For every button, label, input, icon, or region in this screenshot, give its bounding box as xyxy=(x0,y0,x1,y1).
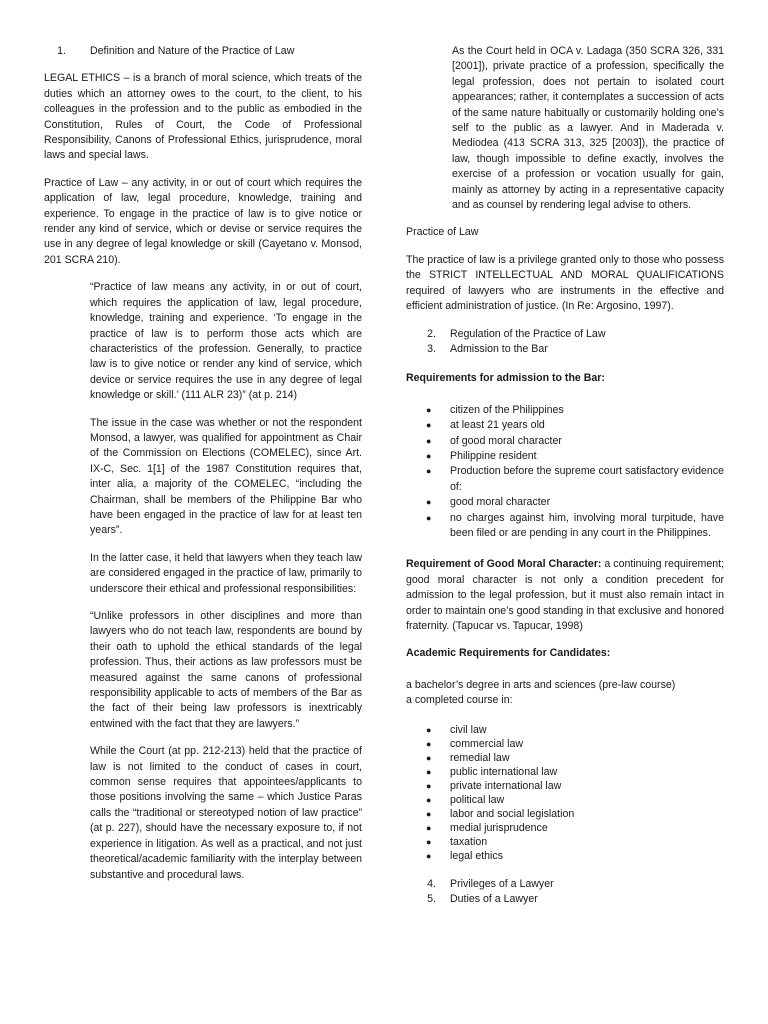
list-item: ● political law xyxy=(406,793,724,807)
bullet-icon: ● xyxy=(426,752,432,763)
list-item: ● Production before the supreme court satisfactory evidence of: xyxy=(406,464,724,495)
list-item: ● public international law xyxy=(406,765,724,779)
oca-paragraph: As the Court held in OCA v. Ladaga (350 SCRA 326, 331 [2001]), private practice of a profession, specifically the legal profession, does not pertain to isolated court appearances; rather, it contemplates a succession of acts of the same nature habitually or customarily holding one’s self to the public as a lawyer. And in Maderada v. Mediodea (413 SCRA 313, 325 [2003]), the practice of law, though impossible to define exactly, involves the exercise of a profession or vocation usually for gain, mainly as attorney by acting in a representative capacity and as counsel by rendering legal advise to others. xyxy=(452,45,724,212)
bullet-icon: ● xyxy=(426,450,432,461)
section-title: Admission to the Bar xyxy=(450,342,548,355)
academic-line-2: a completed course in: xyxy=(406,694,513,707)
requirements-heading: Requirements for admission to the Bar: xyxy=(406,372,605,385)
list-item: ● no charges against him, involving moral turpitude, have been filed or are pending in any court in the Philippines. xyxy=(406,511,724,542)
left-column xyxy=(44,44,362,895)
list-item: ● civil law xyxy=(406,723,724,737)
list-item: ● Philippine resident xyxy=(406,449,724,464)
section-heading-5 xyxy=(422,892,724,907)
bullet-icon: ● xyxy=(426,512,432,523)
practice-of-law-paragraph: Practice of Law – any activity, in or out of court which requires the application of law, legal procedure, knowledge, training and experience. To engage in the practice of law is to give notice or render any kind of service, which or devise or service requires the use in any degree of legal knowledge or skill (Cayetano v. Monsod, 201 SCRA 210). xyxy=(44,176,362,266)
bullet-icon: ● xyxy=(426,420,432,431)
list-item: ● commercial law xyxy=(406,737,724,751)
courses-list xyxy=(406,723,724,863)
requirements-list xyxy=(406,403,724,542)
section-number: 2. xyxy=(427,327,436,340)
list-item: ● of good moral character xyxy=(406,434,724,449)
bullet-icon: ● xyxy=(426,724,432,735)
section-number: 3. xyxy=(427,342,436,355)
section-number: 1. xyxy=(57,45,66,57)
list-item: ● taxation xyxy=(406,835,724,849)
good-moral-character-text: a continuing requirement; good moral character is not only a condition precedent for admission to the legal profession, but it must also remain intact in order to maintain one’s good standing in that exclusive and honored fraternity. (Tapucar vs. Tapucar, 1998) xyxy=(406,558,724,632)
section-heading-4 xyxy=(422,877,724,892)
section-number: 5. xyxy=(427,893,436,906)
bullet-icon: ● xyxy=(426,836,432,847)
privilege-paragraph: The practice of law is a privilege granted only to those who possess the STRICT INTELLECTUAL AND MORAL QUALIFICATIONS required of lawyers who are instruments in the effective and efficient administration of justice. (In Re: Argosino, 1997). xyxy=(406,253,724,313)
list-item: ● citizen of the Philippines xyxy=(406,403,724,418)
section-heading-2 xyxy=(422,327,724,342)
bullet-icon: ● xyxy=(426,738,432,749)
bullet-icon: ● xyxy=(426,404,432,415)
section-title: Duties of a Lawyer xyxy=(450,893,538,906)
section-list-a xyxy=(422,327,724,358)
list-item: ● medial jurisprudence xyxy=(406,821,724,835)
section-title: Definition and Nature of the Practice of Law xyxy=(90,45,295,57)
latter-case-paragraph: In the latter case, it held that lawyers when they teach law are considered engaged in the practice of law, primarily to underscore their ethical and professional responsibilities: xyxy=(90,551,362,595)
academic-heading: Academic Requirements for Candidates: xyxy=(406,647,611,660)
quote-paragraph-1: “Practice of law means any activity, in or out of court, which requires the application of law, legal procedure, knowledge, training and experience. ‘To engage in the practice of law is to perform those acts which are characteristics of the profession. Generally, to practice law is to give notice or render any kind of service, which device or service requires the use in any degree of legal knowledge or skill.’ (111 ALR 23)” (at p. 214) xyxy=(90,281,362,402)
issue-paragraph: The issue in the case was whether or not the respondent Monsod, a lawyer, was qualified for appointment as Chair of the Commission on Elections (COMELEC), since Art. IX-C, Sec. 1[1] of the 1987 Constitution requires that, inter alia, a majority of the COMELEC, “including the Chairman, shall be members of the Philippine Bar who have been engaged in the practice of law for at least ten years”. xyxy=(90,416,362,537)
bullet-icon: ● xyxy=(426,466,432,477)
list-item: ● private international law xyxy=(406,779,724,793)
list-item: ● remedial law xyxy=(406,751,724,765)
section-list-b xyxy=(422,877,724,908)
good-moral-character-paragraph xyxy=(406,557,724,634)
bullet-icon: ● xyxy=(426,822,432,833)
list-item: ● good moral character xyxy=(406,495,724,510)
academic-line-1: a bachelor’s degree in arts and sciences (pre-law course) xyxy=(406,678,676,691)
section-number: 4. xyxy=(427,877,436,890)
legal-ethics-paragraph: LEGAL ETHICS – is a branch of moral science, which treats of the duties which an attorney owes to the court, to the client, to his colleagues in the profession and to the public as embodied in the Constitution, Rules of Court, the Code of Professional Responsibility, Canons of Professional Ethics, jurisprudence, moral laws and special laws. xyxy=(44,72,362,162)
right-column xyxy=(406,44,724,907)
bullet-icon: ● xyxy=(426,780,432,791)
bullet-icon: ● xyxy=(426,766,432,777)
practice-of-law-heading: Practice of Law xyxy=(406,226,479,239)
bullet-icon: ● xyxy=(426,497,432,508)
bullet-icon: ● xyxy=(426,808,432,819)
section-heading-3 xyxy=(422,342,724,357)
bullet-icon: ● xyxy=(426,850,432,861)
section-title: Privileges of a Lawyer xyxy=(450,877,554,890)
list-item: ● labor and social legislation xyxy=(406,807,724,821)
good-moral-character-heading: Requirement of Good Moral Character: xyxy=(406,558,602,571)
quote-paragraph-2: “Unlike professors in other disciplines and more than lawyers who do not teach law, respondents are bound by their oath to uphold the ethical standards of the legal profession. Thus, their actions as law professors must be measured against the same canons of professional responsibility applicable to acts of members of the Bar as the fact of their being law professors is inextricably entwined with the fact that they are lawyers.” xyxy=(90,610,362,730)
bullet-icon: ● xyxy=(426,435,432,446)
section-title: Regulation of the Practice of Law xyxy=(450,327,606,340)
section-heading-1 xyxy=(44,44,362,59)
list-item: ● legal ethics xyxy=(406,849,724,863)
bullet-icon: ● xyxy=(426,794,432,805)
while-court-paragraph: While the Court (at pp. 212-213) held that the practice of law is not limited to the conduct of cases in court, common sense requires that appointees/applicants to those positions involving the same – which Justice Paras calls the “traditional or stereotyped notion of law practice” (at p. 227), should have the necessary exposure to, if not experience in litigation. As well as a practical, and not just theoretical/academic familiarity with the interplay between substantive and procedural laws. xyxy=(90,745,362,881)
list-item: ● at least 21 years old xyxy=(406,418,724,433)
